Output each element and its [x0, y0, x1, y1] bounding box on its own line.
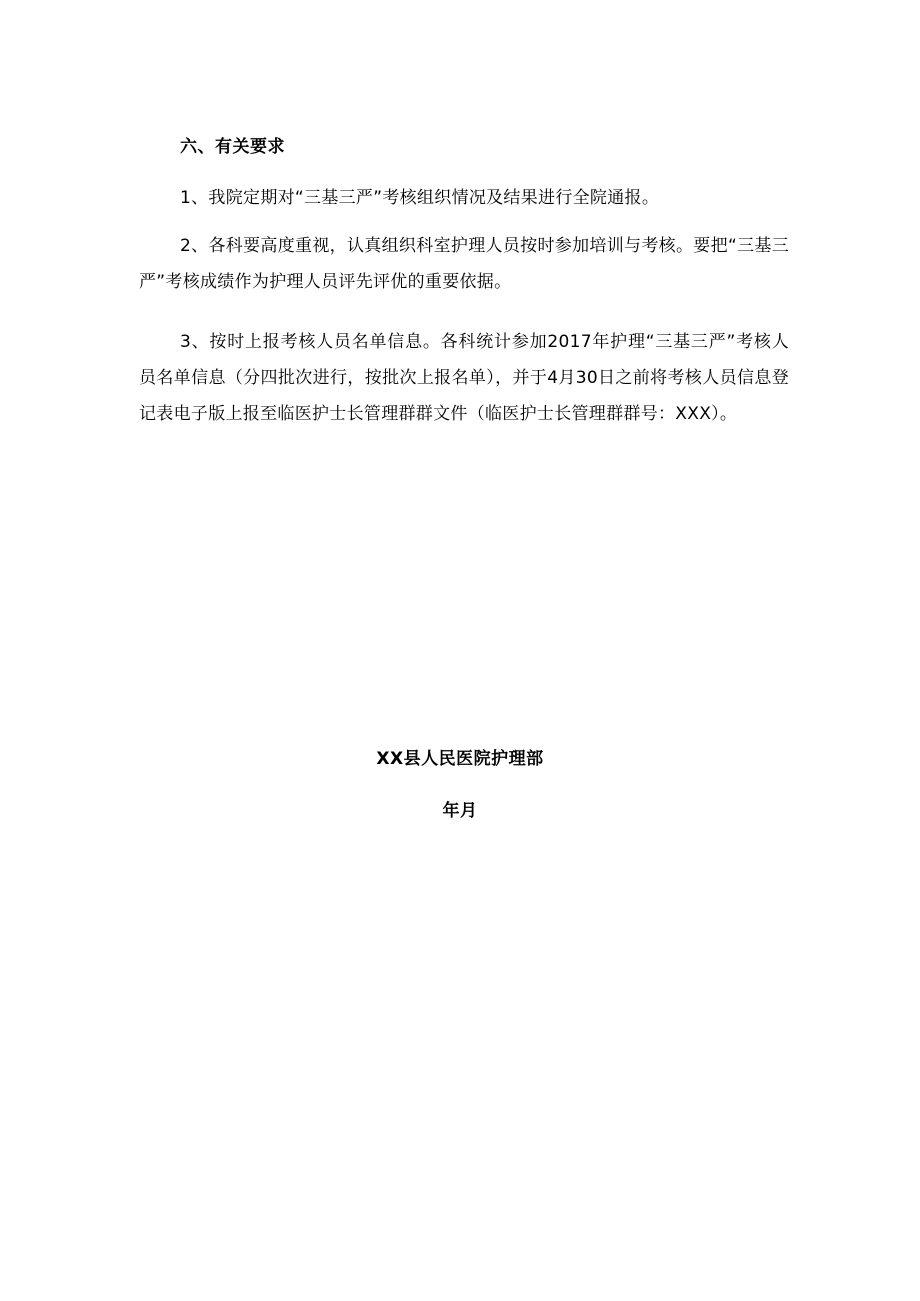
signature-organization: XX县人民医院护理部 [376, 749, 544, 769]
requirement-text-2: 2、各科要高度重视，认真组织科室护理人员按时参加培训与考核。要把“三基三严”考核成绩作为护理人员评先评优的重要依据。 [139, 236, 789, 292]
requirement-text-1: 1、我院定期对“三基三严”考核组织情况及结果进行全院通报。 [180, 188, 660, 208]
requirement-text-3: 3、按时上报考核人员名单信息。各科统计参加2017年护理“三基三严”考核人员名单信息（分四批次进行，按批次上报名单），并于4月30日之前将考核人员信息登记表电子版上报至临医护士长管理群群文件（临医护士长管理群群号：XXX）。 [139, 332, 789, 424]
signature-date: 年月 [442, 801, 478, 821]
requirement-item-1 [139, 180, 789, 216]
requirement-item-3 [139, 324, 789, 432]
section-heading: 六、有关要求 [180, 137, 285, 157]
requirement-item-2 [139, 228, 789, 300]
